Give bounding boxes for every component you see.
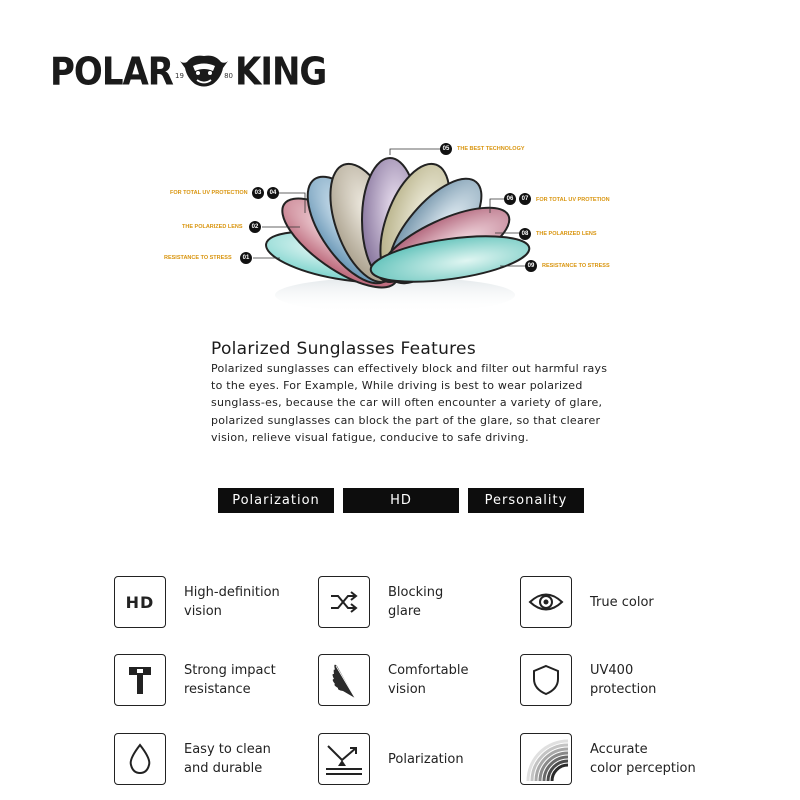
callout-polarized-lens-right: THE POLARIZED LENS — [536, 231, 597, 237]
feature-item — [318, 576, 443, 628]
feature-label: UV400 protection — [590, 663, 657, 697]
feature-label: Easy to clean and durable — [184, 742, 271, 776]
callout-badge-01: 01 — [240, 252, 252, 264]
brand-logo — [50, 49, 327, 95]
section-body: Polarized sunglasses can effectively block and filter out harmful rays to the eyes. For Example, While driving is best to wear polarized sunglass-es, because the car will often encounter a variety of glare, polarized sunglasses can block the part of the glare, so that clearer vision, relieve visual fatigue, conducive to safe driving. — [211, 362, 608, 444]
callout-stress-left: RESISTANCE TO STRESS — [164, 255, 232, 261]
callout-uv-protection-left: FOR TOTAL UV PROTECTION — [170, 190, 248, 196]
section-title: Polarized Sunglasses Features — [211, 339, 476, 359]
shield-icon — [520, 654, 572, 706]
feature-label: Blocking glare — [388, 585, 444, 619]
brand-year-left: 19 — [174, 72, 184, 80]
water-drop-icon — [114, 733, 166, 785]
callout-badge-07: 07 — [519, 193, 531, 205]
feature-label: Accurate color perception — [590, 742, 696, 776]
callout-stress-right: RESISTANCE TO STRESS — [542, 263, 610, 269]
callout-badge-03: 03 — [252, 187, 264, 199]
callout-badge-04: 04 — [267, 187, 279, 199]
tab-hd[interactable]: HD — [343, 488, 459, 513]
feature-label: High-definition vision — [184, 585, 280, 619]
feature-item — [520, 576, 654, 628]
feature-item — [318, 654, 469, 706]
brand-name-left: POLAR — [50, 49, 173, 95]
callout-uv-protection-right: FOR TOTAL UV PROTETION — [536, 197, 610, 203]
feature-label: Strong impact resistance — [184, 663, 276, 697]
callout-badge-08: 08 — [519, 228, 531, 240]
callout-badge-06: 06 — [504, 193, 516, 205]
feature-item — [318, 733, 464, 785]
feature-item — [114, 654, 276, 706]
light-reflection-icon — [318, 733, 370, 785]
feature-item — [520, 654, 656, 706]
brand-year-right: 80 — [224, 72, 233, 80]
feature-item — [520, 733, 696, 785]
brand-emblem — [173, 52, 235, 92]
eye-icon — [520, 576, 572, 628]
feature-label: Comfortable vision — [388, 663, 469, 697]
feather-icon — [318, 654, 370, 706]
color-arcs-icon — [520, 733, 572, 785]
callout-badge-05: 05 — [440, 143, 452, 155]
shuffle-arrows-icon — [318, 576, 370, 628]
hd-icon: HD — [114, 576, 166, 628]
callout-badge-02: 02 — [249, 221, 261, 233]
callout-best-technology: THE BEST TECHNOLOGY — [457, 146, 525, 152]
tab-personality[interactable]: Personality — [468, 488, 584, 513]
feature-label: Polarization — [388, 751, 464, 767]
hammer-icon — [114, 654, 166, 706]
callout-polarized-lens-left: THE POLARIZED LENS — [182, 224, 243, 230]
brand-name-right: KING — [234, 49, 327, 95]
callout-badge-09: 09 — [525, 260, 537, 272]
feature-item — [114, 576, 280, 628]
feature-label: True color — [590, 594, 654, 610]
feature-item — [114, 733, 271, 785]
tab-polarization[interactable]: Polarization — [218, 488, 334, 513]
